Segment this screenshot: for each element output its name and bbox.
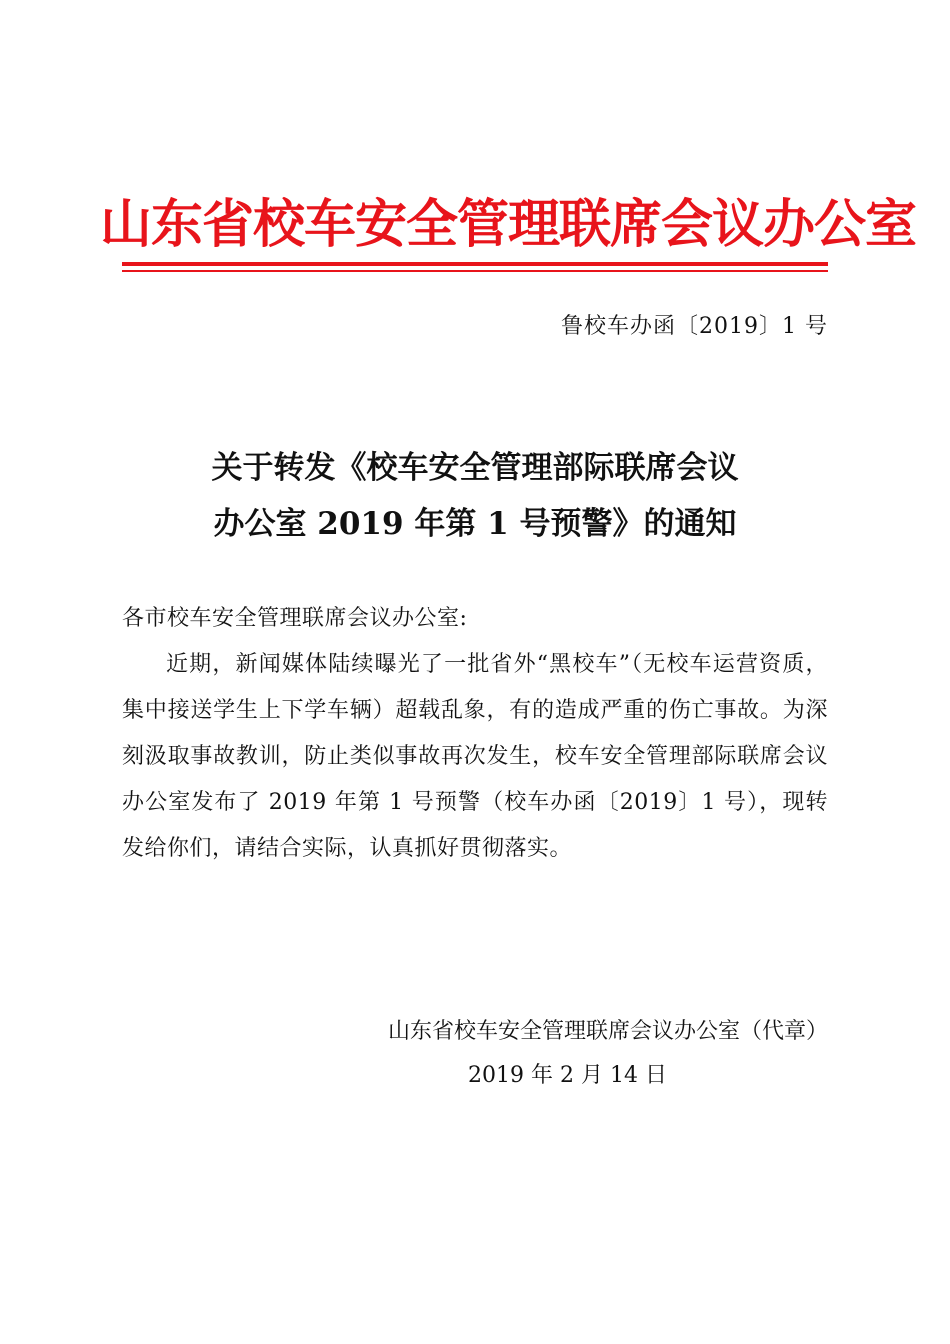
issuing-org-header: 山东省校车安全管理联席会议办公室 xyxy=(100,194,917,255)
title-line-2: 办公室 2019 年第 1 号预警》的通知 xyxy=(213,506,737,542)
header-red-rule-thin xyxy=(122,270,828,272)
salutation: 各市校车安全管理联席会议办公室: xyxy=(122,606,468,631)
header-red-rule-thick xyxy=(122,262,828,266)
signature-issuer: 山东省校车安全管理联席会议办公室（代章） xyxy=(387,1019,828,1044)
title-line-1: 关于转发《校车安全管理部际联席会议 xyxy=(211,450,739,486)
document-title xyxy=(100,440,850,552)
document-number: 鲁校车办函〔2019〕1 号 xyxy=(561,314,828,339)
signature-date: 2019 年 2 月 14 日 xyxy=(468,1063,667,1088)
body-paragraph: 近期，新闻媒体陆续曝光了一批省外“黑校车”（无校车运营资质，集中接送学生上下学车辆）超载乱象，有的造成严重的伤亡事故。为深刻汲取事故教训，防止类似事故再次发生，校车安全管理部际联席会议办公室发布了 2019 年第 1 号预警（校车办函〔2019〕1 号），现转发给你们，请结合实际，认真抓好贯彻落实。 xyxy=(122,652,828,861)
document-body xyxy=(122,596,828,872)
